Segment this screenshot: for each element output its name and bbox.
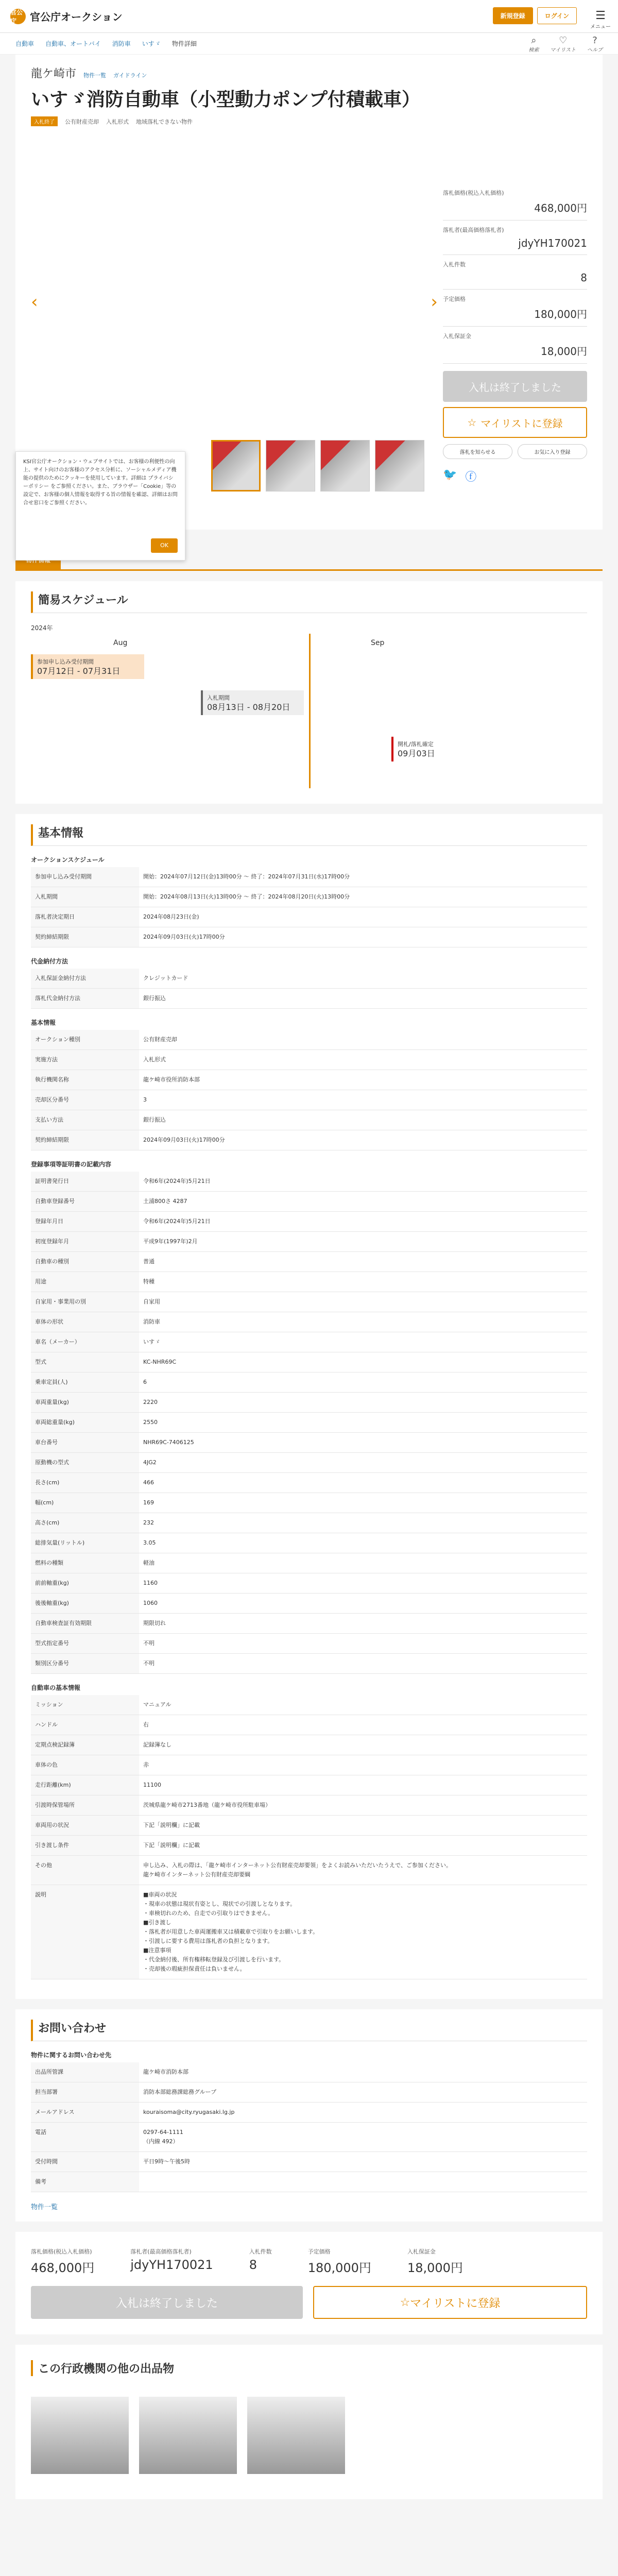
- row-key: 燃料の種類: [31, 1553, 139, 1573]
- row-value: 普通: [139, 1252, 587, 1272]
- table-row: [31, 1272, 587, 1292]
- tag-item: 地域落札できない物件: [136, 118, 193, 125]
- row-key: 支払い方法: [31, 1110, 139, 1130]
- timeline-year: 2024年: [31, 624, 53, 632]
- menu-label: メニュー: [590, 24, 611, 30]
- row-key: 引渡時保管場所: [31, 1795, 139, 1816]
- table-row: [31, 1755, 587, 1775]
- row-key: 長さ(cm): [31, 1473, 139, 1493]
- table-row: [31, 1533, 587, 1553]
- table-row: [31, 1473, 587, 1493]
- table-row: [31, 1614, 587, 1634]
- row-value: 入札形式: [139, 1050, 587, 1070]
- row-key: オークション種別: [31, 1030, 139, 1050]
- row-key: 入札保証金納付方法: [31, 969, 139, 989]
- table-row: [31, 907, 587, 927]
- row-value: 龍ケ崎市消防本部: [139, 2062, 587, 2082]
- table-row: [31, 1192, 587, 1212]
- cookie-ok-button[interactable]: OK: [151, 538, 178, 553]
- row-key: 車体の色: [31, 1755, 139, 1775]
- table-row: [31, 1654, 587, 1674]
- add-mylist-label: マイリストに登録: [410, 2297, 501, 2310]
- row-key: 原動機の型式: [31, 1453, 139, 1473]
- row-key: 前前軸重(kg): [31, 1573, 139, 1594]
- row-key: 型式: [31, 1352, 139, 1372]
- table-row: [31, 1212, 587, 1232]
- month-label: Sep: [371, 639, 385, 647]
- row-value: 令和6年(2024年)5月21日: [139, 1212, 587, 1232]
- table-row: [31, 1493, 587, 1513]
- row-key: 類別区分番号: [31, 1654, 139, 1674]
- table-row: [31, 927, 587, 947]
- row-key: 車両総重量(kg): [31, 1413, 139, 1433]
- row-value: 2024年08月23日(金): [139, 907, 587, 927]
- table-row: [31, 1110, 587, 1130]
- row-key: 自家用・事業用の別: [31, 1292, 139, 1312]
- favorite-button[interactable]: お気に入り登録: [518, 444, 587, 459]
- planned-price-label: 予定価格: [443, 296, 466, 302]
- table-row: [31, 1513, 587, 1533]
- logo-mark: 官公庁: [10, 9, 26, 24]
- site-logo[interactable]: [10, 9, 123, 24]
- search-icon: ⌕: [531, 35, 537, 46]
- table-row: [31, 1553, 587, 1573]
- row-key: 乗車定員(人): [31, 1372, 139, 1393]
- table-row: [31, 1172, 587, 1192]
- schedule-section: [15, 581, 603, 804]
- row-key: 電話: [31, 2123, 139, 2152]
- bid-count-label: 入札件数: [443, 261, 466, 268]
- row-value: 消防車: [139, 1312, 587, 1332]
- row-key: 車台番号: [31, 1433, 139, 1453]
- row-value: 銀行振込: [139, 1110, 587, 1130]
- row-value: 開始：2024年08月13日(火)13時00分 ～ 終了：2024年08月20日(火)13時00分: [139, 887, 587, 907]
- breadcrumb-item[interactable]: 自動車: [15, 40, 35, 47]
- schedule-table: [31, 867, 587, 947]
- mylist-label: マイリスト: [550, 47, 576, 53]
- summary-value: 18,000円: [407, 2261, 463, 2275]
- registration-table: [31, 1172, 587, 1674]
- row-key: 実施方法: [31, 1050, 139, 1070]
- add-mylist-button[interactable]: [443, 407, 587, 438]
- row-value: [139, 2172, 587, 2192]
- page-title: いすゞ消防自動車（小型動力ポンプ付積載車）: [31, 89, 421, 110]
- table-row: [31, 1252, 587, 1272]
- row-key: 後後軸重(kg): [31, 1594, 139, 1614]
- final-price: [443, 183, 587, 221]
- section-title: この行政機関の他の出品物: [31, 2360, 587, 2376]
- guideline-link[interactable]: ガイドライン: [113, 72, 147, 79]
- notify-button[interactable]: 落札を知らせる: [443, 444, 512, 459]
- row-value: 龍ケ崎市役所消防本部: [139, 1070, 587, 1090]
- summary-value: 8: [249, 2258, 257, 2272]
- entity-link[interactable]: 物件一覧: [83, 72, 107, 79]
- facebook-icon[interactable]: ⓕ: [465, 471, 477, 484]
- row-value: 2220: [139, 1393, 587, 1413]
- breadcrumb-item[interactable]: 消防車: [112, 40, 131, 47]
- row-key: 車体の形状: [31, 1312, 139, 1332]
- next-arrow-icon[interactable]: ›: [431, 292, 438, 312]
- row-value: 0297-64-1111 （内線 492）: [139, 2123, 587, 2152]
- image-gallery: [23, 183, 438, 549]
- contact-section: [15, 2009, 603, 2222]
- breadcrumb-current: 物件詳細: [171, 40, 197, 47]
- schedule-bar-value: 08月13日 - 08月20日: [207, 702, 290, 712]
- row-value: 消防本部総務課総務グループ: [139, 2082, 587, 2103]
- row-key: 落札者決定期日: [31, 907, 139, 927]
- row-value: 2024年09月03日(火)17時00分: [139, 927, 587, 947]
- breadcrumb-item[interactable]: いすゞ: [142, 40, 161, 47]
- row-value: クレジットカード: [139, 969, 587, 989]
- row-value: 6: [139, 1372, 587, 1393]
- table-row: [31, 1393, 587, 1413]
- thumbnail[interactable]: [211, 440, 261, 492]
- item-card-image[interactable]: [139, 2397, 237, 2474]
- row-key: ハンドル: [31, 1715, 139, 1735]
- table-row: [31, 1856, 587, 1885]
- row-value: 右: [139, 1715, 587, 1735]
- subsection-title: 自動車の基本情報: [31, 1684, 81, 1691]
- basic-info-section: [15, 814, 603, 1999]
- deposit: [443, 327, 587, 364]
- row-value: 2550: [139, 1413, 587, 1433]
- search-label: 検索: [528, 47, 539, 53]
- summary-value: 468,000円: [31, 2261, 95, 2275]
- row-value: 開始：2024年07月12日(金)13時00分 ～ 終了：2024年07月31日(水)17時00分: [139, 867, 587, 887]
- row-key: 証明書発行日: [31, 1172, 139, 1192]
- schedule-bar-label: 参加申し込み受付期間: [37, 658, 94, 665]
- table-row: [31, 2123, 587, 2152]
- schedule-bar: [201, 690, 304, 715]
- hamburger-icon: ☰: [595, 9, 606, 22]
- row-value: 令和6年(2024年)5月21日: [139, 1172, 587, 1192]
- row-value: 3.05: [139, 1533, 587, 1553]
- row-value: 特種: [139, 1272, 587, 1292]
- summary-label: 入札保証金: [407, 2248, 436, 2255]
- section-title: お問い合わせ: [31, 2020, 587, 2041]
- bid-count: [443, 255, 587, 290]
- planned-price-value: 180,000円: [534, 308, 587, 320]
- star-icon: ☆: [400, 2296, 410, 2309]
- table-row: [31, 2172, 587, 2192]
- table-row: [31, 1312, 587, 1332]
- row-key: 執行機関名称: [31, 1070, 139, 1090]
- auction-info-panel: [443, 183, 587, 484]
- schedule-bar-value: 09月03日: [398, 749, 435, 758]
- heart-icon: ♡: [559, 35, 568, 46]
- row-key: ミッション: [31, 1695, 139, 1715]
- twitter-icon[interactable]: 🐦: [443, 468, 457, 481]
- today-line: [309, 634, 311, 788]
- month-label: Aug: [113, 639, 128, 647]
- row-value: いすゞ: [139, 1332, 587, 1352]
- table-row: [31, 1715, 587, 1735]
- table-row: [31, 969, 587, 989]
- table-row: [31, 1634, 587, 1654]
- prev-arrow-icon[interactable]: ‹: [31, 292, 38, 312]
- row-value: マニュアル: [139, 1695, 587, 1715]
- summary-label: 入札件数: [249, 2248, 272, 2255]
- row-key: 自動車検査証有効期限: [31, 1614, 139, 1634]
- row-value: 4JG2: [139, 1453, 587, 1473]
- final-price-label: 落札価格(税込入札価格): [443, 190, 504, 196]
- row-value: 下記「説明欄」に記載: [139, 1816, 587, 1836]
- register-button[interactable]: 新規登録: [493, 7, 533, 24]
- row-key: メールアドレス: [31, 2103, 139, 2123]
- star-icon: ☆: [467, 416, 477, 429]
- row-key: 説明: [31, 1885, 139, 1979]
- menu-button[interactable]: [590, 9, 611, 30]
- winner: [443, 221, 587, 255]
- schedule-bar: [391, 737, 474, 761]
- winner-label: 落札者(最高価格落札者): [443, 227, 504, 233]
- planned-price: [443, 290, 587, 327]
- summary-label: 落札者(最高価格落札者): [130, 2248, 192, 2255]
- row-value: 記録簿なし: [139, 1735, 587, 1755]
- row-key: 出品所管課: [31, 2062, 139, 2082]
- basic-table: [31, 1030, 587, 1150]
- schedule-bar-label: 入札期間: [207, 694, 230, 701]
- table-row: [31, 1050, 587, 1070]
- bid-count-value: 8: [580, 272, 587, 284]
- row-value: 赤: [139, 1755, 587, 1775]
- add-mylist-button[interactable]: [313, 2286, 587, 2319]
- row-value: 1060: [139, 1594, 587, 1614]
- table-row: [31, 1090, 587, 1110]
- table-row: [31, 1695, 587, 1715]
- row-key: 自動車登録番号: [31, 1192, 139, 1212]
- row-key: 車名（メーカー）: [31, 1332, 139, 1352]
- subsection-title: 代金納付方法: [31, 958, 68, 965]
- table-row: [31, 1594, 587, 1614]
- row-value: 申し込み、入札の際は、「龍ケ崎市インターネット公有財産売却要領」をよくお読みいただいたうえで、ご参加ください。 龍ケ崎市インターネット公有財産売却要綱: [139, 1856, 587, 1885]
- row-value: 2024年09月03日(火)17時00分: [139, 1130, 587, 1150]
- row-value: 軽油: [139, 1553, 587, 1573]
- bid-ended-button: 入札は終了しました: [31, 2286, 303, 2319]
- row-value: 不明: [139, 1634, 587, 1654]
- row-value: 公有財産売却: [139, 1030, 587, 1050]
- item-top: [15, 55, 603, 549]
- item-card-image[interactable]: [247, 2397, 345, 2474]
- row-value: NHR69C-7406125: [139, 1433, 587, 1453]
- main-image: [31, 183, 438, 436]
- other-items-section: [15, 2345, 603, 2499]
- logo-text: 官公庁オークション: [30, 11, 123, 23]
- table-row: [31, 2152, 587, 2172]
- summary-item: [249, 2247, 272, 2276]
- row-value: 169: [139, 1493, 587, 1513]
- row-key: その他: [31, 1856, 139, 1885]
- table-row: [31, 1070, 587, 1090]
- table-row: [31, 1885, 587, 1979]
- bid-ended-button: 入札は終了しました: [443, 371, 587, 402]
- summary-item: [31, 2247, 94, 2276]
- summary-value: jdyYH170021: [130, 2258, 213, 2272]
- subsection-title: 登録事項等証明書の記載内容: [31, 1161, 112, 1168]
- row-key: 用途: [31, 1272, 139, 1292]
- row-value: 平成9年(1997年)2月: [139, 1232, 587, 1252]
- summary-value: 180,000円: [307, 2261, 371, 2275]
- row-key: 備考: [31, 2172, 139, 2192]
- add-mylist-label: マイリストに登録: [480, 417, 563, 430]
- row-key: 型式指定番号: [31, 1634, 139, 1654]
- row-key: 契約締結期限: [31, 927, 139, 947]
- row-value: 3: [139, 1090, 587, 1110]
- help-label: ヘルプ: [587, 47, 603, 53]
- table-row: [31, 1372, 587, 1393]
- row-key: 定期点検記録簿: [31, 1735, 139, 1755]
- thumbnail[interactable]: [266, 440, 315, 492]
- item-list-link[interactable]: 物件一覧: [31, 2204, 58, 2211]
- item-card-image[interactable]: [31, 2397, 129, 2474]
- row-key: 契約締結期限: [31, 1130, 139, 1150]
- summary-panel: [15, 2232, 603, 2334]
- row-key: 幅(cm): [31, 1493, 139, 1513]
- row-value: 不明: [139, 1654, 587, 1674]
- table-row: [31, 1795, 587, 1816]
- row-value: 期限切れ: [139, 1614, 587, 1634]
- row-key: 初度登録年月: [31, 1232, 139, 1252]
- table-row: [31, 1292, 587, 1312]
- row-key: 総排気量(リットル): [31, 1533, 139, 1553]
- subsection-title: 物件に関するお問い合わせ先: [31, 2052, 112, 2059]
- summary-label: 予定価格: [307, 2248, 331, 2255]
- winner-value: jdyYH170021: [518, 237, 587, 249]
- table-row: [31, 1735, 587, 1755]
- table-row: [31, 887, 587, 907]
- table-row: [31, 1352, 587, 1372]
- row-value: KC-NHR69C: [139, 1352, 587, 1372]
- thumbnail[interactable]: [375, 440, 424, 492]
- row-key: 走行距離(km): [31, 1775, 139, 1795]
- subsection-title: オークションスケジュール: [31, 856, 105, 863]
- table-row: [31, 1573, 587, 1594]
- row-key: 車両重量(kg): [31, 1393, 139, 1413]
- table-row: [31, 1816, 587, 1836]
- row-key: 登録年月日: [31, 1212, 139, 1232]
- table-row: [31, 2062, 587, 2082]
- table-row: [31, 1836, 587, 1856]
- row-value: 土浦800さ 4287: [139, 1192, 587, 1212]
- schedule-bar-value: 07月12日 - 07月31日: [37, 666, 121, 676]
- row-value: 自家用: [139, 1292, 587, 1312]
- entity-name: 龍ケ崎市: [31, 67, 77, 80]
- table-row: [31, 1775, 587, 1795]
- summary-item: [130, 2247, 213, 2276]
- final-price-value: 468,000円: [534, 202, 587, 214]
- tag-item: 公有財産売却: [65, 118, 99, 125]
- schedule-bar: [31, 654, 144, 679]
- status-badge: 入札終了: [31, 116, 58, 126]
- table-row: [31, 1030, 587, 1050]
- row-value: ■車両の状況 ・現車の状態は現状有姿とし、現状での引渡しとなります。 ・車検切れのため、自走での引取りはできません。 ■引き渡し ・落札者が用意した車両運搬車又は積載車で引取りをお願いします。 ・引渡しに要する費用は落札者の負担となります。 ■注意事項 ・代金納付後、所有権移転登録及び引渡しを行います。 ・売却後の瑕疵担保責任は負いません。: [139, 1885, 587, 1979]
- help-link[interactable]: [587, 36, 603, 53]
- tag-item: 入札形式: [106, 118, 129, 125]
- contact-table: [31, 2062, 587, 2192]
- search-link[interactable]: [528, 36, 539, 53]
- row-key: 受付時間: [31, 2152, 139, 2172]
- section-title: 簡易スケジュール: [31, 591, 587, 613]
- row-value: 下記「説明欄」に記載: [139, 1836, 587, 1856]
- row-key: 入札期間: [31, 887, 139, 907]
- cookie-banner: [15, 451, 185, 561]
- table-row: [31, 989, 587, 1009]
- site-header: [0, 0, 618, 33]
- table-row: [31, 2082, 587, 2103]
- vehicle-table: [31, 1695, 587, 1979]
- row-key: 自動車の種別: [31, 1252, 139, 1272]
- mylist-link[interactable]: [550, 36, 576, 53]
- subsection-title: 基本情報: [31, 1019, 56, 1026]
- row-key: 引き渡し条件: [31, 1836, 139, 1856]
- table-row: [31, 867, 587, 887]
- table-row: [31, 1413, 587, 1433]
- row-value: kouraisoma@city.ryugasaki.lg.jp: [139, 2103, 587, 2123]
- summary-item: [308, 2247, 371, 2276]
- table-row: [31, 1433, 587, 1453]
- deposit-label: 入札保証金: [443, 333, 471, 340]
- row-value: 466: [139, 1473, 587, 1493]
- payment-table: [31, 969, 587, 1009]
- table-row: [31, 1332, 587, 1352]
- row-value: 232: [139, 1513, 587, 1533]
- row-key: 参加申し込み受付期間: [31, 867, 139, 887]
- row-value: 11100: [139, 1775, 587, 1795]
- row-value: 平日9時～午後5時: [139, 2152, 587, 2172]
- section-title: 基本情報: [31, 824, 587, 846]
- deposit-value: 18,000円: [541, 345, 587, 358]
- table-row: [31, 2103, 587, 2123]
- row-key: 落札代金納付方法: [31, 989, 139, 1009]
- help-icon: ?: [592, 35, 597, 46]
- table-row: [31, 1130, 587, 1150]
- breadcrumb: [0, 33, 618, 55]
- summary-label: 落札価格(税込入札価格): [31, 2248, 92, 2255]
- login-button[interactable]: ログイン: [537, 7, 577, 24]
- table-row: [31, 1232, 587, 1252]
- row-value: 茨城県龍ケ崎市2713番地（龍ケ崎市役所駐車場）: [139, 1795, 587, 1816]
- cookie-text: KSI官公庁オークション・ウェブサイトでは、お客様の利便性の向上、サイト向けのお客様のアクセス分析に、ソーシャルメディア機能の提供のためにクッキーを使用しています。詳細は プライバシーポリシー をご参照ください。また、ブラウザー「Cookie」等の設定で、お客様の個人情報を取得する旨の情報を確認、詳細はお問合せ窓口をご参照ください。: [23, 459, 178, 506]
- row-key: 車両用の状況: [31, 1816, 139, 1836]
- summary-item: [407, 2247, 463, 2276]
- row-value: 1160: [139, 1573, 587, 1594]
- breadcrumb-item[interactable]: 自動車、オートバイ: [45, 40, 101, 47]
- schedule-timeline: [31, 623, 587, 793]
- row-key: 担当部署: [31, 2082, 139, 2103]
- row-key: 高さ(cm): [31, 1513, 139, 1533]
- row-value: 銀行振込: [139, 989, 587, 1009]
- table-row: [31, 1453, 587, 1473]
- thumbnail[interactable]: [320, 440, 370, 492]
- schedule-bar-label: 開札/落札確定: [398, 741, 434, 748]
- row-key: 売却区分番号: [31, 1090, 139, 1110]
